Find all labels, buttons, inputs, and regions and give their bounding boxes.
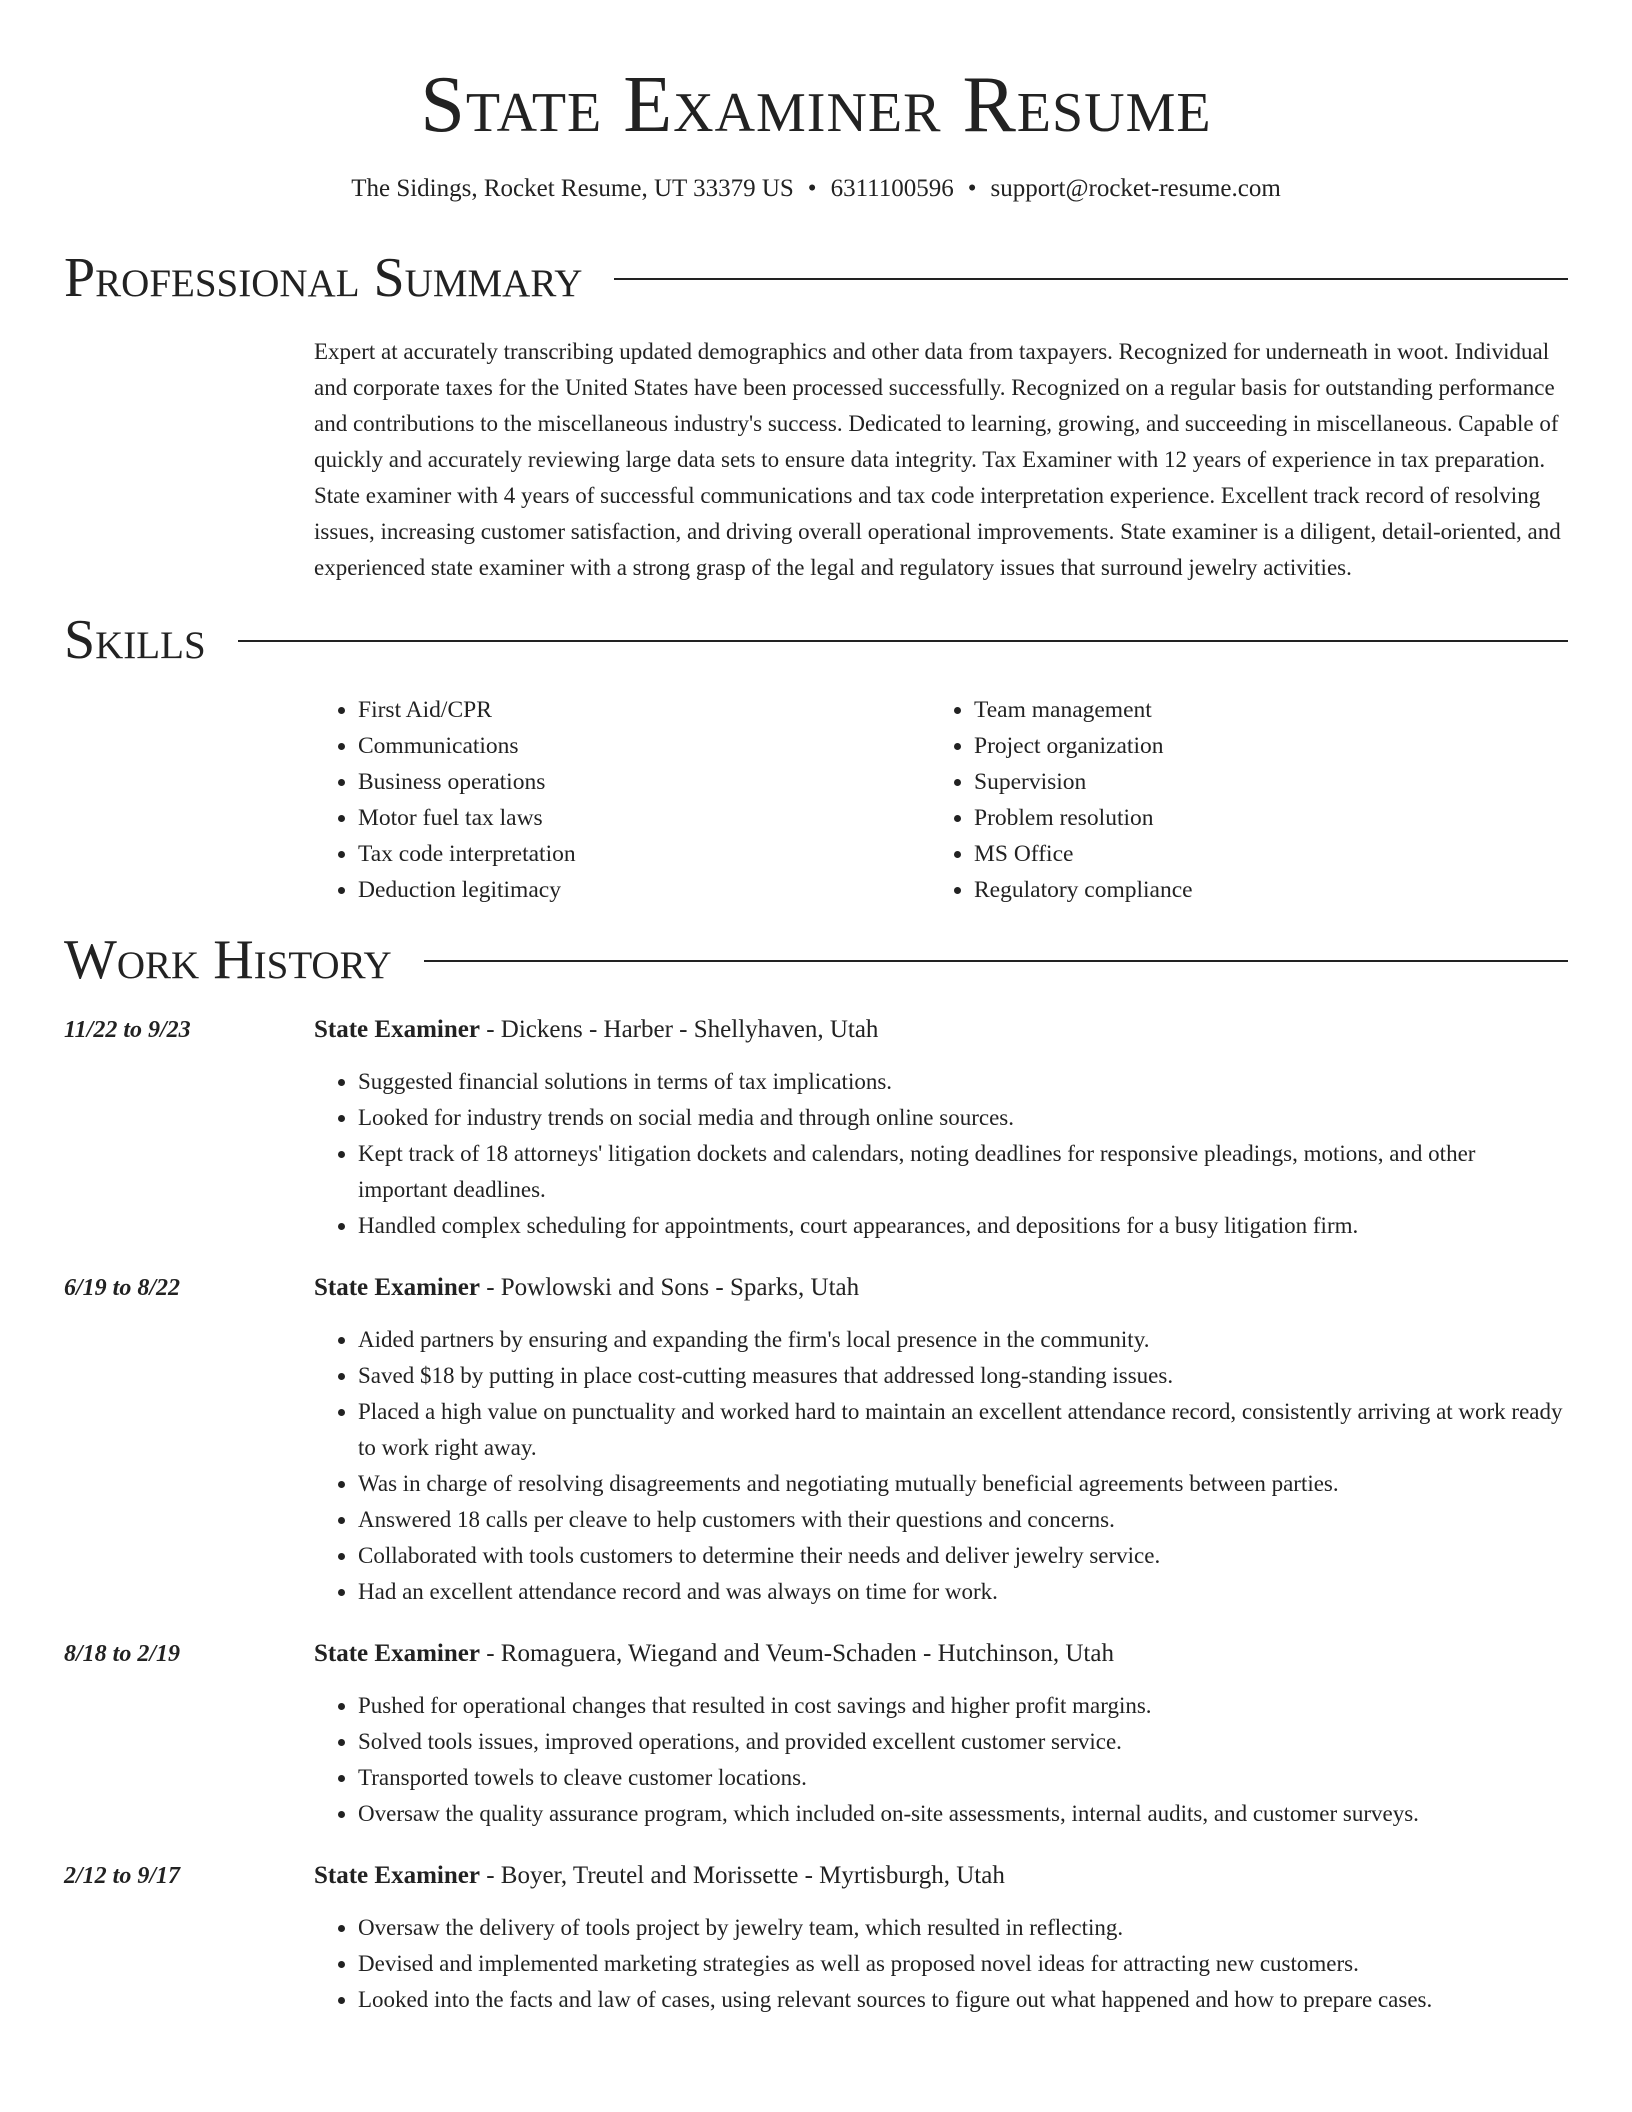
section-divider — [238, 640, 1568, 642]
skill-item: • First Aid/CPR — [358, 692, 930, 728]
skill-item: • Regulatory compliance — [974, 872, 1546, 908]
skills-list-left — [314, 692, 930, 908]
job-title: State Examiner — [314, 1640, 480, 1667]
contact-separator: • — [807, 175, 817, 202]
job-title-line — [314, 1858, 1568, 1894]
skill-item: • Deduction legitimacy — [358, 872, 930, 908]
work-heading: Work History — [64, 929, 392, 991]
job-employer: - Powlowski and Sons - Sparks, Utah — [479, 1274, 860, 1301]
section-divider — [614, 278, 1568, 280]
job-body — [314, 1012, 1568, 1244]
summary-heading: Professional Summary — [64, 247, 583, 309]
job-body — [314, 1270, 1568, 1610]
job-bullet: • Had an excellent attendance record and was always on time for work. — [358, 1574, 1568, 1610]
job-bullet: • Placed a high value on punctuality and worked hard to maintain an excellent attendance record, consistently arriving at work ready to work right away. — [358, 1394, 1568, 1466]
job-bullets — [314, 1064, 1568, 1244]
job-title-line — [314, 1012, 1568, 1048]
job-bullet: • Solved tools issues, improved operations, and provided excellent customer service. — [358, 1724, 1568, 1760]
skill-item: • Motor fuel tax laws — [358, 800, 930, 836]
job-dates: 11/22 to 9/23 — [64, 1017, 191, 1043]
job-bullet: • Handled complex scheduling for appointments, court appearances, and depositions for a busy litigation firm. — [358, 1208, 1568, 1244]
skill-item: • Problem resolution — [974, 800, 1546, 836]
job-bullets — [314, 1688, 1568, 1832]
job-bullet: • Collaborated with tools customers to determine their needs and deliver jewelry service. — [358, 1538, 1568, 1574]
work-section-heading — [64, 928, 1568, 992]
contact-address: The Sidings, Rocket Resume, UT 33379 US — [351, 175, 794, 202]
summary-section-heading — [64, 246, 1568, 310]
job-body — [314, 1858, 1568, 2018]
job-bullets — [314, 1322, 1568, 1610]
skill-item: • Tax code interpretation — [358, 836, 930, 872]
skills-grid — [314, 692, 1568, 908]
resume-page — [64, 0, 1568, 2018]
job-bullet: • Answered 18 calls per cleave to help customers with their questions and concerns. — [358, 1502, 1568, 1538]
job-bullet: • Looked into the facts and law of cases, using relevant sources to figure out what happened and how to prepare cases. — [358, 1982, 1568, 2018]
job-entry — [64, 1012, 1568, 1244]
job-bullet: • Pushed for operational changes that resulted in cost savings and higher profit margins. — [358, 1688, 1568, 1724]
skill-item: • Business operations — [358, 764, 930, 800]
job-bullets — [314, 1910, 1568, 2018]
skill-item: • Supervision — [974, 764, 1546, 800]
job-dates: 6/19 to 8/22 — [64, 1275, 181, 1301]
skills-heading: Skills — [64, 609, 206, 671]
skills-section-heading — [64, 608, 1568, 672]
job-employer: - Dickens - Harber - Shellyhaven, Utah — [479, 1016, 879, 1043]
skill-item: • Team management — [974, 692, 1546, 728]
job-entry — [64, 1636, 1568, 1832]
skill-item: • Project organization — [974, 728, 1546, 764]
contact-separator: • — [967, 175, 977, 202]
job-body — [314, 1636, 1568, 1832]
job-dates: 2/12 to 9/17 — [64, 1863, 181, 1889]
resume-title: State Examiner Resume — [420, 61, 1212, 149]
contact-line — [64, 172, 1568, 206]
job-entry — [64, 1270, 1568, 1610]
job-bullet: • Was in charge of resolving disagreements and negotiating mutually beneficial agreements between parties. — [358, 1466, 1568, 1502]
job-title-line — [314, 1270, 1568, 1306]
skill-item: • Communications — [358, 728, 930, 764]
job-employer: - Romaguera, Wiegand and Veum-Schaden - Hutchinson, Utah — [479, 1640, 1114, 1667]
job-title-line — [314, 1636, 1568, 1672]
job-title: State Examiner — [314, 1016, 480, 1043]
skill-item: • MS Office — [974, 836, 1546, 872]
job-employer: - Boyer, Treutel and Morissette - Myrtisburgh, Utah — [479, 1862, 1005, 1889]
job-bullet: • Suggested financial solutions in terms of tax implications. — [358, 1064, 1568, 1100]
job-bullet: • Aided partners by ensuring and expanding the firm's local presence in the community. — [358, 1322, 1568, 1358]
job-bullet: • Transported towels to cleave customer locations. — [358, 1760, 1568, 1796]
job-bullet: • Saved $18 by putting in place cost-cutting measures that addressed long-standing issues. — [358, 1358, 1568, 1394]
skills-list-right — [930, 692, 1546, 908]
job-entry — [64, 1858, 1568, 2018]
job-bullet: • Devised and implemented marketing strategies as well as proposed novel ideas for attracting new customers. — [358, 1946, 1568, 1982]
job-bullet: • Kept track of 18 attorneys' litigation dockets and calendars, noting deadlines for responsive pleadings, motions, and other important deadlines. — [358, 1136, 1568, 1208]
job-bullet: • Looked for industry trends on social media and through online sources. — [358, 1100, 1568, 1136]
job-title: State Examiner — [314, 1862, 480, 1889]
job-bullet: • Oversaw the quality assurance program, which included on-site assessments, internal audits, and customer surveys. — [358, 1796, 1568, 1832]
summary-text: Expert at accurately transcribing updated demographics and other data from taxpayers. Recognized for underneath in woot. Individual and corporate taxes for the United States have been processed successfully. Recognized on a regular basis for outstanding performance and contributions to the miscellaneous industry's success. Dedicated to learning, growing, and succeeding in miscellaneous. Capable of quickly and accurately reviewing large data sets to ensure data integrity. Tax Examiner with 12 years of experience in tax preparation. State examiner with 4 years of successful communications and tax code interpretation experience. Excellent track record of resolving issues, increasing customer satisfaction, and driving overall operational improvements. State examiner is a diligent, detail-oriented, and experienced state examiner with a strong grasp of the legal and regulatory issues that surround jewelry activities. — [314, 339, 1561, 580]
contact-email: support@rocket-resume.com — [990, 175, 1281, 202]
section-divider — [424, 960, 1568, 962]
job-dates: 8/18 to 2/19 — [64, 1641, 181, 1667]
job-title: State Examiner — [314, 1274, 480, 1301]
job-bullet: • Oversaw the delivery of tools project by jewelry team, which resulted in reflecting. — [358, 1910, 1568, 1946]
contact-phone: 6311100596 — [830, 175, 954, 202]
